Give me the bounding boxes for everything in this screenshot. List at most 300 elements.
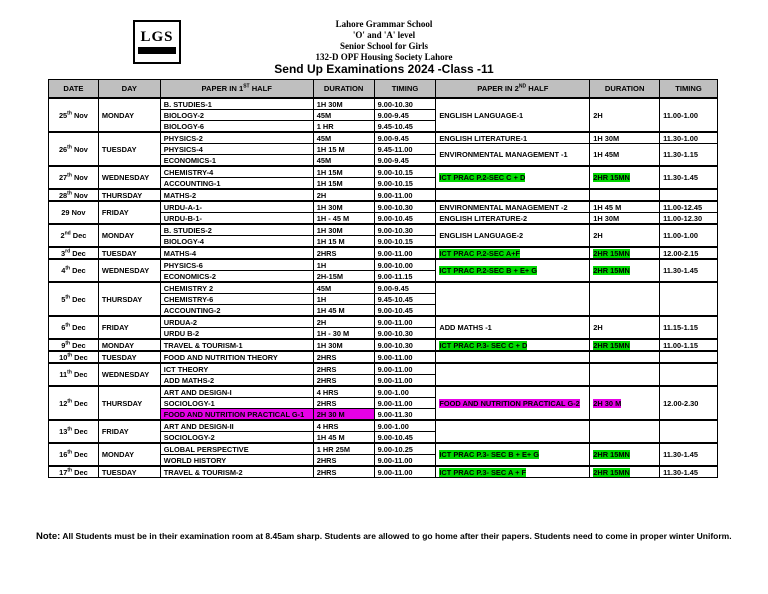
timing-1st-half: 9.00-11.00 (374, 375, 436, 387)
paper-1st-half: FOOD AND NUTRITION PRACTICAL G-1 (160, 409, 313, 421)
table-row (49, 98, 718, 110)
paper-1st-half: MATHS-2 (160, 189, 313, 201)
date-day-number: 6 (61, 323, 66, 332)
duration-1st-half: 1H 15 M (313, 236, 374, 248)
duration-1st-half: 1 HR (313, 121, 374, 133)
timing-1st-half: 9.00-11.00 (374, 351, 436, 363)
paper-2nd-half: ENGLISH LANGUAGE-2 (439, 231, 524, 240)
paper-2nd-half: ADD MATHS -1 (439, 323, 492, 332)
date-month: Dec (70, 340, 86, 350)
timing-1st-half: 9.45-10.45 (374, 294, 436, 305)
date-cell (49, 224, 99, 247)
day-cell: THURSDAY (98, 282, 160, 316)
paper-1st-half: ICT THEORY (160, 363, 313, 375)
paper-1st-half: PHYSICS-2 (160, 132, 313, 144)
date-suffix: th (67, 144, 72, 151)
paper-2nd-half-cell (436, 132, 590, 144)
duration-2nd-half-cell (590, 282, 660, 316)
date-day-number: 4 (61, 266, 66, 275)
date-suffix: th (67, 369, 72, 376)
date-suffix: th (67, 352, 73, 359)
duration-1st-half: 1H 45 M (313, 432, 374, 444)
date-month: Dec (70, 323, 86, 332)
date-day-number: 3 (61, 248, 66, 258)
day-cell: MONDAY (98, 98, 160, 132)
day-cell: FRIDAY (98, 201, 160, 224)
date-suffix: th (67, 398, 73, 405)
paper-2nd-half-cell (436, 144, 590, 167)
timing-2nd-half (660, 282, 718, 316)
timing-1st-half: 9.00-10.45 (374, 432, 436, 444)
duration-1st-half: 2H 30 M (313, 409, 374, 421)
date-suffix: th (67, 467, 73, 474)
paper-2nd-half-cell (436, 166, 590, 189)
duration-2nd-half-cell (590, 316, 660, 339)
date-cell (49, 351, 99, 363)
duration-1st-half: 1H 15M (313, 178, 374, 190)
paper-2nd-half-cell (436, 201, 590, 213)
date-cell (49, 443, 99, 466)
paper-2nd-half: FOOD AND NUTRITION PRACTICAL G-2 (439, 398, 580, 408)
duration-2nd-half-cell (590, 420, 660, 443)
date-day-number: 25 (58, 110, 68, 120)
timing-1st-half: 9.00-11.30 (374, 409, 436, 421)
day-cell: TUESDAY (98, 132, 160, 166)
paper-2nd-half-cell (436, 282, 590, 316)
timing-2nd-half (660, 420, 718, 443)
paper-2nd-half: ENGLISH LANGUAGE-1 (439, 110, 524, 120)
date-day-number: 2 (60, 231, 65, 240)
date-month: Dec (72, 450, 88, 459)
duration-2nd-half-cell (590, 132, 660, 144)
date-month: Nov (71, 173, 88, 182)
table-header-row (49, 80, 718, 99)
date-suffix: th (65, 265, 71, 272)
table-row (49, 166, 718, 178)
paper-2nd-half: ENVIRONMENTAL MANAGEMENT -2 (439, 202, 568, 212)
paper-2nd-half-cell (436, 316, 590, 339)
timing-1st-half: 9.00-10.45 (374, 305, 436, 317)
timing-2nd-half: 11.30-1.45 (660, 466, 718, 478)
col-header-paper-2nd-half: PAPER IN 2ND HALF (436, 80, 590, 99)
table-row (49, 339, 718, 351)
paper-1st-half: SOCIOLOGY-2 (160, 432, 313, 444)
note (36, 530, 736, 543)
paper-1st-half: URDU B-2 (160, 328, 313, 340)
page-title: Send Up Examinations 2024 -Class -11 (274, 62, 494, 76)
duration-1st-half: 2HRS (313, 351, 374, 363)
paper-1st-half: ART AND DESIGN-I (160, 386, 313, 398)
timing-1st-half: 9.00-10.00 (374, 259, 436, 271)
timing-1st-half: 9.00-11.15 (374, 271, 436, 283)
date-month: Dec (70, 266, 86, 275)
day-cell: THURSDAY (98, 386, 160, 420)
paper-1st-half: CHEMISTRY 2 (160, 282, 313, 294)
timing-1st-half: 9.00-11.00 (374, 398, 436, 409)
date-month: Dec (72, 352, 88, 362)
duration-2nd-half: 2HR 15MN (593, 248, 630, 258)
duration-2nd-half-cell (590, 351, 660, 363)
timing-2nd-half (660, 189, 718, 201)
date-day-number: 13 (59, 427, 68, 436)
date-suffix: rd (65, 248, 71, 255)
day-cell: WEDNESDAY (98, 166, 160, 189)
paper-2nd-half-cell (436, 386, 590, 420)
timing-2nd-half: 11.00-1.00 (660, 98, 718, 132)
date-cell (49, 132, 99, 166)
date-month: Nov (71, 110, 88, 120)
timing-1st-half: 9.00-11.00 (374, 363, 436, 375)
date-cell (49, 282, 99, 316)
duration-1st-half: 1H 30M (313, 98, 374, 110)
duration-2nd-half: 2H (593, 231, 603, 240)
table-row (49, 316, 718, 328)
paper-2nd-half: ENVIRONMENTAL MANAGEMENT -1 (439, 150, 568, 159)
date-cell (49, 247, 99, 259)
duration-1st-half: 45M (313, 110, 374, 121)
timing-1st-half: 9.00-10.25 (374, 443, 436, 455)
date-month: Dec (70, 294, 86, 304)
paper-1st-half: B. STUDIES-2 (160, 224, 313, 236)
duration-2nd-half-cell (590, 213, 660, 225)
duration-2nd-half: 2HR 15MN (593, 467, 630, 477)
timing-1st-half: 9.00-11.00 (374, 466, 436, 478)
paper-2nd-half: ICT PRAC P.3- SEC A + F (439, 467, 526, 477)
duration-1st-half: 4 HRS (313, 386, 374, 398)
paper-2nd-half: ICT PRAC P.2-SEC A+F (439, 248, 521, 258)
timing-2nd-half: 11.30-1.45 (660, 259, 718, 282)
day-cell: WEDNESDAY (98, 363, 160, 386)
exam-schedule-table (48, 79, 718, 478)
date-suffix: th (67, 190, 72, 197)
timing-2nd-half (660, 363, 718, 386)
table-row (49, 386, 718, 398)
timing-2nd-half: 12.00-2.15 (660, 247, 718, 259)
paper-1st-half: BIOLOGY-2 (160, 110, 313, 121)
date-month: Dec (72, 398, 88, 408)
duration-2nd-half: 2HR 15MN (593, 173, 630, 182)
date-suffix: th (67, 110, 72, 117)
timing-1st-half: 9.00-10.15 (374, 236, 436, 248)
duration-1st-half: 2HRS (313, 247, 374, 259)
table-body (49, 98, 718, 478)
duration-1st-half: 2HRS (313, 398, 374, 409)
duration-1st-half: 1H 15 M (313, 144, 374, 155)
paper-1st-half: PHYSICS-4 (160, 144, 313, 155)
col-header-duration-2: DURATION (590, 80, 660, 99)
day-cell: MONDAY (98, 224, 160, 247)
paper-1st-half: ECONOMICS-2 (160, 271, 313, 283)
school-levels: 'O' and 'A' level (352, 30, 416, 40)
paper-1st-half: URDU-A-1- (160, 201, 313, 213)
table-row (49, 201, 718, 213)
paper-1st-half: URDU-B-1- (160, 213, 313, 225)
paper-2nd-half-cell (436, 224, 590, 247)
duration-1st-half: 2H-15M (313, 271, 374, 283)
day-cell: WEDNESDAY (98, 259, 160, 282)
date-cell (49, 420, 99, 443)
table-row (49, 466, 718, 478)
timing-2nd-half (660, 351, 718, 363)
table-row (49, 351, 718, 363)
duration-2nd-half: 1H 30M (593, 133, 620, 143)
duration-2nd-half: 2H (593, 110, 603, 120)
paper-2nd-half: ICT PRAC P.3- SEC B + E+ G (439, 450, 540, 459)
timing-2nd-half: 11.00-1.00 (660, 224, 718, 247)
duration-1st-half: 1H - 30 M (313, 328, 374, 340)
timing-2nd-half: 12.00-2.30 (660, 386, 718, 420)
paper-2nd-half-cell (436, 351, 590, 363)
duration-2nd-half-cell (590, 339, 660, 351)
paper-1st-half: CHEMISTRY-4 (160, 166, 313, 178)
duration-2nd-half-cell (590, 386, 660, 420)
timing-1st-half: 9.00-10.30 (374, 328, 436, 340)
paper-1st-half: MATHS-4 (160, 247, 313, 259)
date-day-number: 17 (59, 467, 68, 477)
date-suffix: th (67, 426, 73, 433)
duration-1st-half: 2HRS (313, 455, 374, 467)
timing-1st-half: 9.00-11.00 (374, 316, 436, 328)
duration-2nd-half-cell (590, 247, 660, 259)
timing-1st-half: 9.00-10.30 (374, 224, 436, 236)
table-row (49, 247, 718, 259)
paper-2nd-half-cell (436, 189, 590, 201)
paper-2nd-half-cell (436, 443, 590, 466)
timing-1st-half: 9.00-11.00 (374, 189, 436, 201)
date-month: Dec (70, 231, 87, 240)
date-day-number: 5 (61, 294, 66, 304)
duration-1st-half: 45M (313, 155, 374, 167)
duration-2nd-half: 2HR 15MN (593, 340, 630, 350)
date-cell (49, 316, 99, 339)
school-branch: Senior School for Girls (340, 41, 428, 51)
date-month: Nov (71, 144, 88, 154)
date-suffix: nd (64, 230, 71, 237)
date-suffix: th (67, 172, 72, 179)
paper-2nd-half: ICT PRAC P.2-SEC C + D (439, 173, 526, 182)
paper-1st-half: TRAVEL & TOURISM-2 (160, 466, 313, 478)
timing-1st-half: 9.00-10.15 (374, 166, 436, 178)
date-day-number: 16 (59, 450, 68, 459)
paper-2nd-half-cell (436, 98, 590, 132)
duration-2nd-half: 2HR 15MN (593, 266, 630, 275)
paper-2nd-half-cell (436, 247, 590, 259)
table-row (49, 282, 718, 294)
timing-1st-half: 9.00-10.45 (374, 213, 436, 225)
timing-2nd-half: 11.30-1.45 (660, 166, 718, 189)
logo-text: LGS (140, 29, 174, 45)
paper-2nd-half-cell (436, 363, 590, 386)
date-day-number: 11 (59, 370, 68, 379)
duration-1st-half: 2HRS (313, 375, 374, 387)
duration-1st-half: 1H 30M (313, 224, 374, 236)
duration-2nd-half: 2HR 15MN (593, 450, 630, 459)
date-day-number: 28 (58, 190, 68, 200)
timing-2nd-half: 11.00-12.45 (660, 201, 718, 213)
date-suffix: th (67, 449, 73, 456)
duration-2nd-half-cell (590, 363, 660, 386)
paper-1st-half: FOOD AND NUTRITION THEORY (160, 351, 313, 363)
timing-2nd-half: 11.00-12.30 (660, 213, 718, 225)
col-header-timing-1: TIMING (374, 80, 436, 99)
table-row (49, 189, 718, 201)
col-header-timing-2: TIMING (660, 80, 718, 99)
timing-1st-half: 9.00-9.45 (374, 282, 436, 294)
day-cell: TUESDAY (98, 351, 160, 363)
school-name: Lahore Grammar School (335, 19, 433, 29)
col-header-paper-1st-half: PAPER IN 1ST HALF (160, 80, 313, 99)
paper-1st-half: PHYSICS-6 (160, 259, 313, 271)
timing-2nd-half: 11.30-1.15 (660, 144, 718, 167)
date-day-number: 12 (59, 398, 68, 408)
timing-1st-half: 9.00-1.00 (374, 386, 436, 398)
note-label: Note: (36, 531, 61, 542)
paper-1st-half: ECONOMICS-1 (160, 155, 313, 167)
duration-1st-half: 4 HRS (313, 420, 374, 432)
timing-1st-half: 9.00-9.45 (374, 132, 436, 144)
day-cell: TUESDAY (98, 466, 160, 478)
duration-1st-half: 1H (313, 294, 374, 305)
paper-1st-half: CHEMISTRY-6 (160, 294, 313, 305)
paper-1st-half: WORLD HISTORY (160, 455, 313, 467)
duration-2nd-half: 1H 30M (593, 213, 620, 223)
col-header-duration-1: DURATION (313, 80, 374, 99)
duration-2nd-half-cell (590, 201, 660, 213)
table-row (49, 224, 718, 236)
duration-1st-half: 1H 30M (313, 201, 374, 213)
duration-2nd-half-cell (590, 98, 660, 132)
duration-2nd-half-cell (590, 466, 660, 478)
duration-2nd-half-cell (590, 144, 660, 167)
day-cell: THURSDAY (98, 189, 160, 201)
paper-1st-half: ACCOUNTING-2 (160, 305, 313, 317)
date-month: Dec (72, 427, 88, 436)
duration-2nd-half-cell (590, 224, 660, 247)
date-month: Dec (72, 467, 88, 477)
date-suffix: th (65, 340, 71, 347)
timing-1st-half: 9.00-11.00 (374, 455, 436, 467)
duration-1st-half: 45M (313, 132, 374, 144)
date-cell (49, 466, 99, 478)
duration-2nd-half: 2H (593, 323, 603, 332)
duration-1st-half: 2HRS (313, 466, 374, 478)
paper-1st-half: B. STUDIES-1 (160, 98, 313, 110)
day-cell: MONDAY (98, 443, 160, 466)
table-row (49, 363, 718, 375)
date-cell (49, 166, 99, 189)
duration-1st-half: 2H (313, 316, 374, 328)
duration-1st-half: 1H 45 M (313, 305, 374, 317)
date-cell (49, 98, 99, 132)
paper-1st-half: ACCOUNTING-1 (160, 178, 313, 190)
day-cell: TUESDAY (98, 247, 160, 259)
school-address: 132-D OPF Housing Society Lahore (315, 52, 453, 62)
duration-1st-half: 1 HR 25M (313, 443, 374, 455)
date-cell (49, 339, 99, 351)
duration-2nd-half-cell (590, 443, 660, 466)
duration-1st-half: 1H (313, 259, 374, 271)
timing-1st-half: 9.45-11.00 (374, 144, 436, 155)
duration-1st-half: 1H 30M (313, 339, 374, 351)
timing-2nd-half: 11.15-1.15 (660, 316, 718, 339)
paper-2nd-half-cell (436, 259, 590, 282)
timing-1st-half: 9.00-9.45 (374, 155, 436, 167)
duration-1st-half: 2H (313, 189, 374, 201)
paper-2nd-half: ICT PRAC P.2-SEC B + E+ G (439, 266, 537, 275)
duration-1st-half: 2HRS (313, 363, 374, 375)
timing-2nd-half: 11.30-1.45 (660, 443, 718, 466)
paper-1st-half: ART AND DESIGN-II (160, 420, 313, 432)
date-month: Dec (71, 370, 88, 379)
duration-1st-half: 1H - 45 M (313, 213, 374, 225)
date-suffix: th (65, 294, 71, 301)
table-row (49, 259, 718, 271)
paper-2nd-half-cell (436, 339, 590, 351)
paper-2nd-half: ENGLISH LITERATURE-1 (439, 133, 528, 143)
date-month: Nov (71, 190, 88, 200)
timing-1st-half: 9.00-11.00 (374, 247, 436, 259)
timing-1st-half: 9.00-10.15 (374, 178, 436, 190)
table-row (49, 132, 718, 144)
date-cell (49, 363, 99, 386)
timing-1st-half: 9.00-9.45 (374, 110, 436, 121)
date-day-number: 10 (59, 352, 68, 362)
duration-1st-half: 45M (313, 282, 374, 294)
timing-1st-half: 9.00-10.30 (374, 339, 436, 351)
timing-1st-half: 9.00-1.00 (374, 420, 436, 432)
date-cell (49, 386, 99, 420)
date-month: Dec (70, 248, 86, 258)
date-cell (49, 259, 99, 282)
paper-1st-half: BIOLOGY-6 (160, 121, 313, 133)
paper-1st-half: SOCIOLOGY-1 (160, 398, 313, 409)
paper-1st-half: ADD MATHS-2 (160, 375, 313, 387)
paper-2nd-half: ENGLISH LITERATURE-2 (439, 213, 528, 223)
duration-2nd-half: 1H 45M (593, 150, 620, 159)
date-cell: 29 Nov (49, 201, 99, 224)
table-row (49, 443, 718, 455)
timing-1st-half: 9.45-10.45 (374, 121, 436, 133)
date-cell (49, 189, 99, 201)
paper-1st-half: GLOBAL PERSPECTIVE (160, 443, 313, 455)
duration-2nd-half-cell (590, 189, 660, 201)
date-suffix: th (65, 322, 71, 329)
paper-2nd-half-cell (436, 213, 590, 225)
duration-2nd-half-cell (590, 259, 660, 282)
timing-1st-half: 9.00-10.30 (374, 98, 436, 110)
col-header-date: DATE (49, 80, 99, 99)
timing-2nd-half: 11.00-1.15 (660, 339, 718, 351)
duration-2nd-half-cell (590, 166, 660, 189)
note-text: All Students must be in their examination room at 8.45am sharp. Students are allowed to go home after their papers. Students need to come in proper winter Uniform. (62, 531, 732, 541)
paper-1st-half: TRAVEL & TOURISM-1 (160, 339, 313, 351)
duration-2nd-half: 1H 45 M (593, 202, 622, 212)
col-header-day: DAY (98, 80, 160, 99)
table-row (49, 420, 718, 432)
date-day-number: 27 (58, 173, 68, 182)
date-day-number: 26 (58, 144, 68, 154)
date-day-number: 9 (61, 340, 66, 350)
paper-1st-half: BIOLOGY-4 (160, 236, 313, 248)
day-cell: MONDAY (98, 339, 160, 351)
timing-1st-half: 9.00-10.30 (374, 201, 436, 213)
duration-1st-half: 1H 15M (313, 166, 374, 178)
paper-1st-half: URDUA-2 (160, 316, 313, 328)
paper-2nd-half-cell (436, 466, 590, 478)
timing-2nd-half: 11.30-1.00 (660, 132, 718, 144)
duration-2nd-half: 2H 30 M (593, 398, 622, 408)
paper-2nd-half-cell (436, 420, 590, 443)
